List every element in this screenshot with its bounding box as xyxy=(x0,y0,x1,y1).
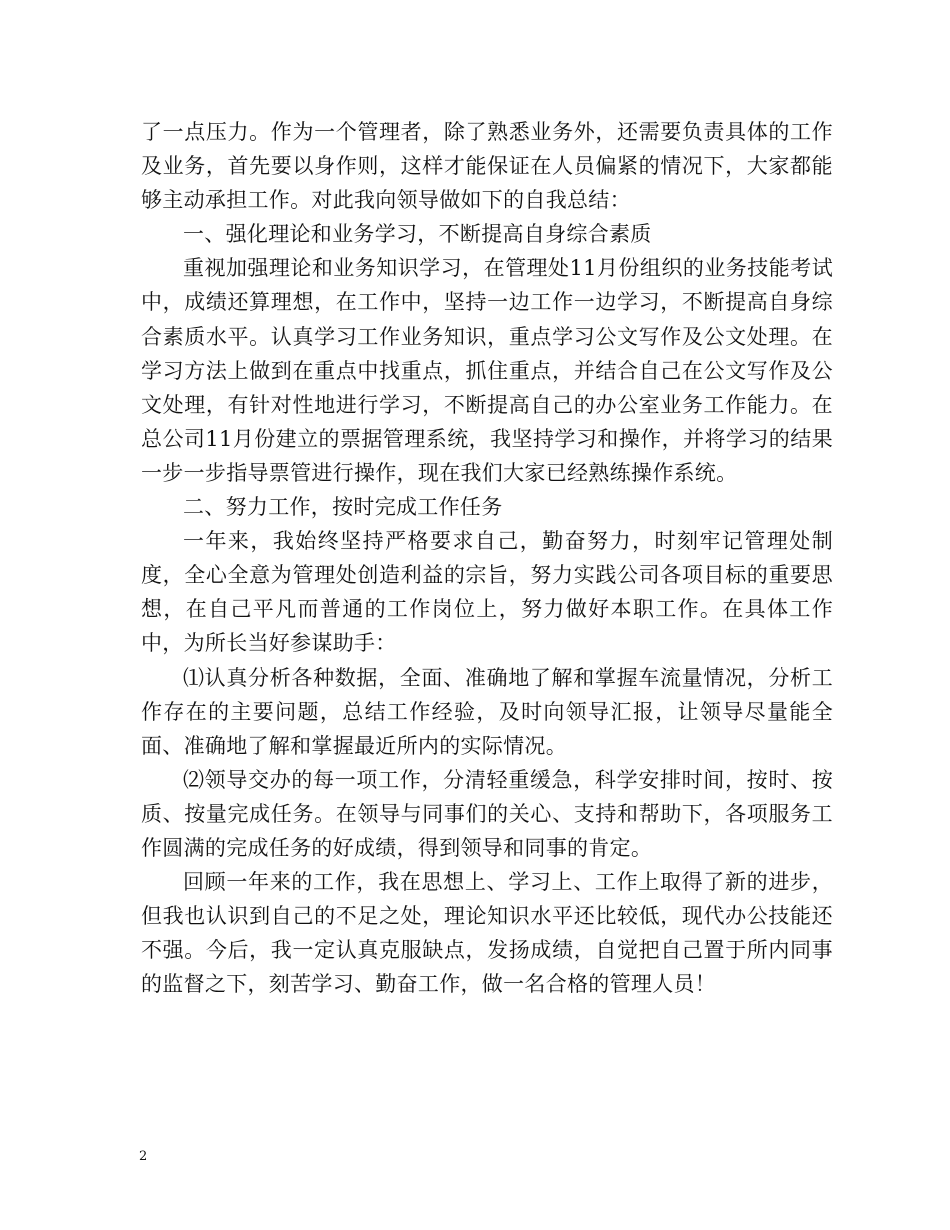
list-item-2: ⑵领导交办的每一项工作，分清轻重缓急，科学安排时间，按时、按质、按量完成任务。在领导与同事们的关心、支持和帮助下，各项服务工作圆满的完成任务的好成绩，得到领导和同事的肯定。 xyxy=(141,767,833,860)
paragraph-2: 重视加强理论和业务知识学习，在管理处11月份组织的业务技能考试中，成绩还算理想，在工作中，坚持一边工作一边学习，不断提高自身综合素质水平。认真学习工作业务知识，重点学习公文写作及公文处理。在学习方法上做到在重点中找重点，抓住重点，并结合自己在公文写作及公文处理，有针对性地进行学习，不断提高自己的办公室业务工作能力。在总公司11月份建立的票据管理系统，我坚持学习和操作，并将学习的结果一步一步指导票管进行操作，现在我们大家已经熟练操作系统。 xyxy=(141,256,833,485)
paragraph-4: 回顾一年来的工作，我在思想上、学习上、工作上取得了新的进步，但我也认识到自己的不足之处，理论知识水平还比较低，现代办公技能还不强。今后，我一定认真克服缺点，发扬成绩，自觉把自己置于所内同事的监督之下，刻苦学习、勤奋工作，做一名合格的管理人员！ xyxy=(141,870,833,997)
paragraph-3: 一年来，我始终坚持严格要求自己，勤奋努力，时刻牢记管理处制度，全心全意为管理处创造利益的宗旨，努力实践公司各项目标的重要思想，在自己平凡而普通的工作岗位上，努力做好本职工作。在具体工作中，为所长当好参谋助手： xyxy=(141,529,833,656)
page-number: 2 xyxy=(139,1149,148,1164)
section-heading-2: 二、努力工作，按时完成工作任务 xyxy=(183,495,503,520)
list-item-1: ⑴认真分析各种数据，全面、准确地了解和掌握车流量情况，分析工作存在的主要问题，总结工作经验，及时向领导汇报，让领导尽量能全面、准确地了解和掌握最近所内的实际情况。 xyxy=(141,665,833,758)
paragraph-1: 了一点压力。作为一个管理者，除了熟悉业务外，还需要负责具体的工作及业务，首先要以身作则，这样才能保证在人员偏紧的情况下，大家都能够主动承担工作。对此我向领导做如下的自我总结： xyxy=(141,120,833,213)
section-heading-1: 一、强化理论和业务学习，不断提高自身综合素质 xyxy=(183,222,652,247)
document-body xyxy=(141,115,833,1001)
